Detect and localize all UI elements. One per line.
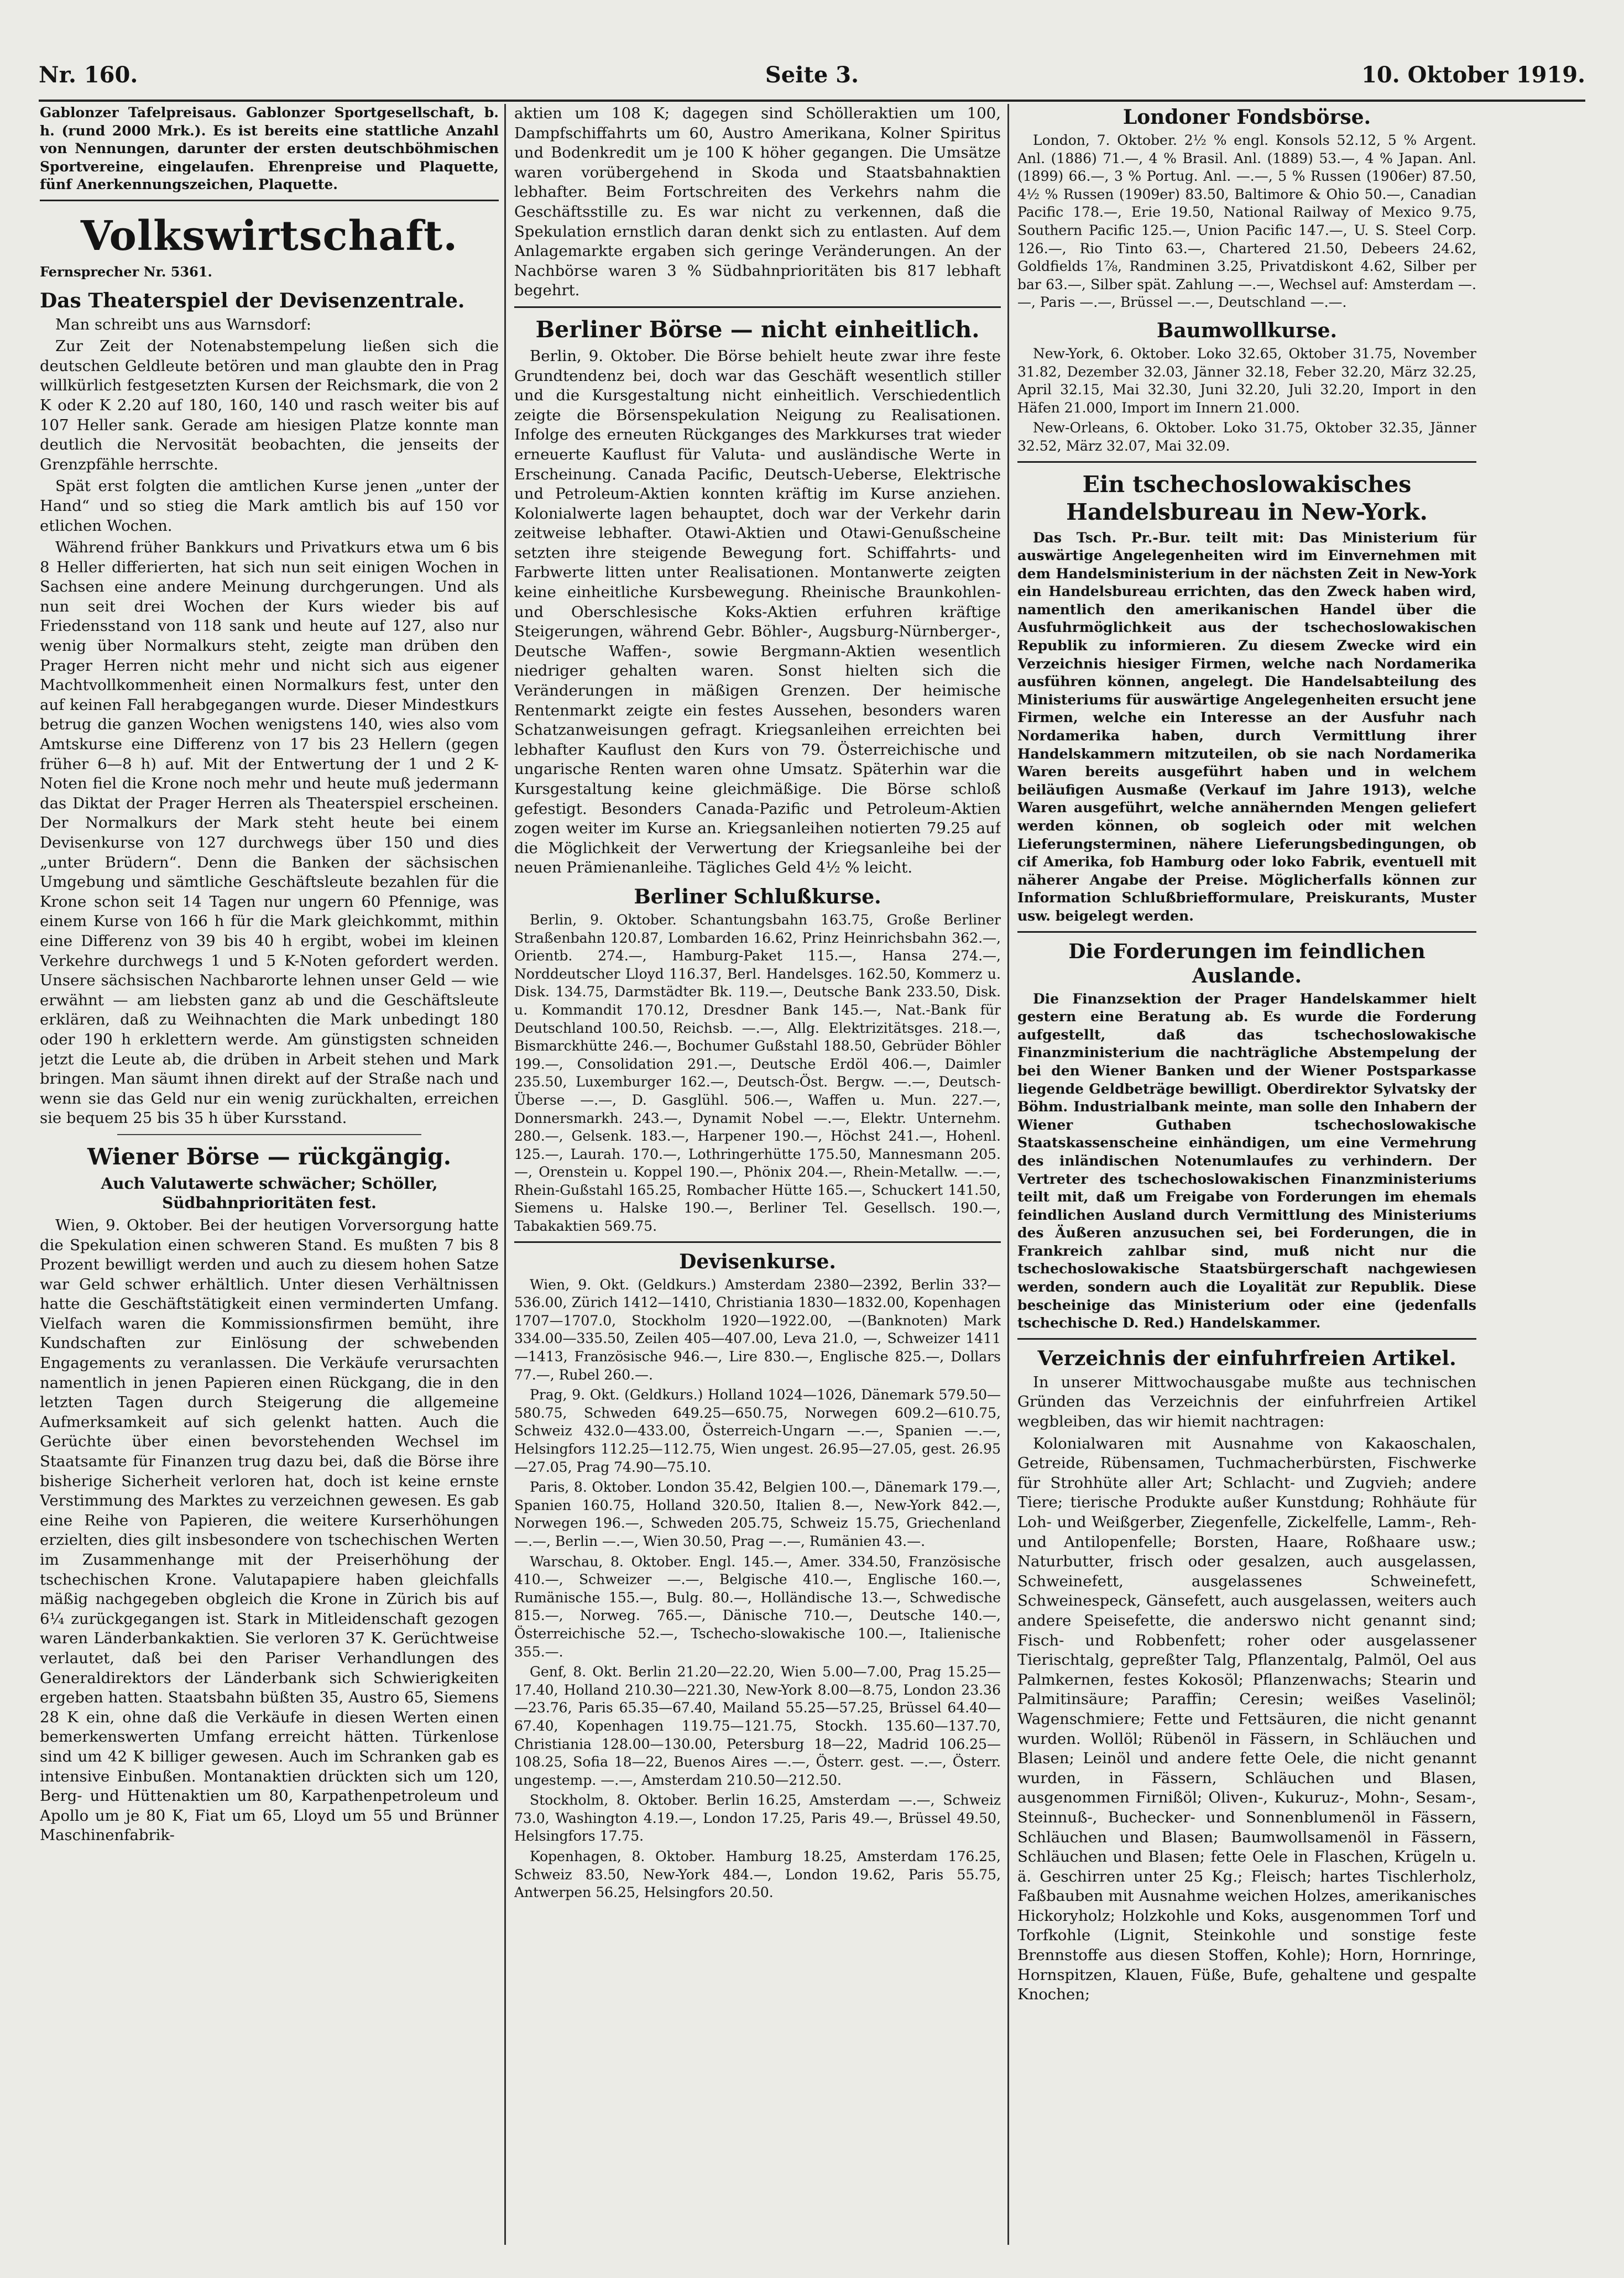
exchange-rates: Kopenhagen, 8. Oktober. Hamburg 18.25, Amsterdam 176.25, Schweiz 83.50, New-York 484.—, London 19.62, Paris 55.75, Antwerpen 56.25, Helsingfors 20.50.	[514, 1848, 1001, 1901]
article-title: Berliner Börse — nicht einheitlich.	[535, 316, 980, 343]
exchange-rates: Stockholm, 8. Oktober. Berlin 16.25, Amsterdam —.—, Schweiz 73.0, Washington 4.19.—, London 17.25, Paris 49.—, Brüssel 49.50, Helsingfors 17.75.	[514, 1792, 1001, 1845]
column-2	[514, 104, 1001, 2245]
article-divider	[1017, 1338, 1476, 1340]
column-3	[1017, 104, 1476, 2245]
article-divider	[1017, 931, 1476, 933]
exchange-rates: Warschau, 8. Oktober. Engl. 145.—, Amer. 334.50, Französische 410.—, Schweizer —.—, Belgische 410.—, Englische 160.—, Rumänische 155.—, Bulg. 80.—, Holländische 13.—, Schwedische 815.—, Norweg. 765.—, Dänische 710.—, Deutsche 140.—, Österreichische 52.—, Tschecho-slowakische 100.—, Italienische 355.—.	[514, 1553, 1001, 1660]
article-divider	[514, 1241, 1001, 1243]
header-rule	[39, 100, 1585, 102]
article-divider	[1017, 461, 1476, 463]
exchange-rates: Paris, 8. Oktober. London 35.42, Belgien 100.—, Dänemark 179.—, Spanien 160.75, Holland 320.50, Italien 8.—, New-York 842.—, Norwegen 196.—, Schweden 205.75, Schweiz 15.75, Griechenland —.—, Berlin —.—, Wien 30.50, Prag —.—, Rumänien 43.—.	[514, 1479, 1001, 1549]
section-title: Volkswirtschaft.	[80, 212, 458, 260]
column-divider-2	[1007, 104, 1009, 2245]
article-title: Verzeichnis der einfuhrfreien Artikel.	[1037, 1346, 1456, 1370]
section-phone: Fernsprecher Nr. 5361.	[40, 263, 212, 280]
section-rule	[40, 200, 499, 201]
article-paragraph: Spät erst folgten die amtlichen Kurse jenen „unter der Hand“ und so stieg die Mark amtlich bis auf 150 vor etlichen Wochen.	[40, 477, 499, 535]
cotton-quotes: New-Orleans, 6. Oktober. Loko 31.75, Oktober 32.35, Jänner 32.52, März 32.07, Mai 32.09.	[1017, 420, 1476, 454]
article-divider	[117, 1134, 421, 1135]
article-subtitle: Auch Valutawerte schwächer; Schöller, Südbahnprioritäten fest.	[101, 1174, 438, 1212]
article-paragraph: Das Tsch. Pr.-Bur. teilt mit: Das Ministerium für auswärtige Angelegenheiten wird im Einvernehmen mit dem Handelsministerium in der nächsten Zeit in New-York ein Handelsbureau errichten, das den Zweck haben wird, namentlich den amerikanischen Handel über die Ausfuhrmöglichkeit aus der tschechoslowakischen Republik zu informieren. Zu diesem Zwecke wird ein Verzeichnis hiesiger Firmen, welche nach Nordamerika ausführen können, angelegt. Die Handelsabteilung des Ministeriums für auswärtige Angelegenheiten ersucht jene Firmen, welche ein Interesse an der Ausfuhr nach Nordamerika haben, durch Vermittlung ihrer Handelskammern mitzuteilen, ob sie nach Nordamerika Waren bereits ausgeführt haben und in welchem beiläufigen Ausmaße (Verkauf im Jahre 1913), welche Waren ausgeführt, welche annähernden Mengen geliefert werden können, ob sogleich oder mit welchen Lieferungsterminen, nähere Lieferungsbedingungen, ob cif Amerika, fob Hamburg oder loko Fabrik, eventuell mit näherer Angabe der Preise. Möglicherfalls können zur Information Schlußbriefformulare, Preiskurants, Muster usw. beigelegt werden.	[1017, 529, 1476, 924]
article-paragraph: Wien, 9. Oktober. Bei der heutigen Vorversorgung hatte die Spekulation einen schweren Stand. Es mußten 7 bis 8 Prozent bewilligt werden und auch zu diesem hohen Satze war Geld schwer erhältlich. Unter diesen Verhältnissen hatte die Geschäftstätigkeit einen verminderten Umfang. Vielfach waren die Kommissionsfirmen bemüht, ihre Kundschaften zur Einlösung der schwebenden Engagements zu veranlassen. Die Verkäufe verursachten namentlich in jenen Papieren einen Rückgang, die in den letzten Tagen durch Steigerung die allgemeine Aufmerksamkeit auf sich gelenkt hatten. Auch die Gerüchte über einen bevorstehenden Wechsel im Staatsamte für Finanzen trug dazu bei, daß die Börse ihre bisherige Sicherheit verloren hat, doch ist keine ernste Verstimmung des Marktes zu verzeichnen gewesen. Es gab eine Reihe von Papieren, die weitere Kurserhöhungen erzielten, dies gilt insbesondere von tschechischen Werten im Zusammenhange mit der Preiserhöhung der tschechischen Krone. Valutapapiere haben gleichfalls mäßig nachgegeben obgleich die Krone in Zürich bis auf 6¼ zurückgegangen ist. Stark in Mitleidenschaft gezogen waren Länderbankaktien. Sie verloren 37 K. Gerüchtweise verlautet, daß bei den Pariser Verhandlungen des Generaldirektors der Länderbank sich Schwierigkeiten ergeben hatten. Staatsbahn büßten 35, Austro 65, Siemens 28 K ein, ohne daß die Verkäufe in diesen Werten einen bemerkenswerten Umfang erreicht hätten. Türkenlose sind um 42 K billiger gewesen. Auch im Schranken gab es intensive Einbußen. Montanaktien drückten sich um 120, Berg- und Hüttenaktien um 80, Karpathenpetroleum und Apollo um je 80 K, Fiat um 65, Lloyd um 55 und Brünner Maschinenfabrik-	[40, 1216, 499, 1845]
article-continuation: aktien um 108 K; dagegen sind Schölleraktien um 100, Dampfschiffahrts um 60, Austro Amerikana, Kolner Spiritus und Bodenkredit um je 100 K höher gegangen. Die Umsätze waren vorübergehend in Skoda und Staatsbahnaktien lebhafter. Beim Fortschreiten des Verkehrs nahm die Geschäftsstille zu. Es war nicht zu verkennen, daß die Spekulation ernstlich daran denkt sich zu entlasten. Auf dem Anlagemarkte ergaben sich geringe Veränderungen. An der Nachbörse waren 3 % Südbahnprioritäten bis 817 lebhaft begehrt.	[514, 105, 1001, 300]
article-paragraph: Die Finanzsektion der Prager Handelskammer hielt gestern eine Beratung ab. Es wurde die Forderung aufgestellt, daß das tschechoslowakische Finanzministerium die nachträgliche Abstempelung der bei den Wiener Banken und der Wiener Postsparkasse liegende Geldbeträge bewilligt. Oberdirektor Sylvatsky der Böhm. Industrialbank meinte, man solle den Inhabern der Wiener Guthaben tschechoslowakische Staatskassenscheine einhändigen, um eine Vermehrung des inländischen Notenumlaufes zu verhindern. Der Vertreter des tschechoslowakischen Finanzministeriums teilt mit, daß um Freigabe von Forderungen im ehemals feindlichen Ausland durch Vermittlung des Ministeriums des Äußeren anzusuchen sei, bei Forderungen, die in Frankreich zahlbar sind, muß nicht nur die tschechoslowakische Staatsbürgerschaft nachgewiesen werden, sondern auch die Loyalität zur Republik. Diese bescheinige das Ministerium oder eine (jedenfalls tschechische D. Red.) Handelskammer.	[1017, 990, 1476, 1331]
article-paragraph: Berlin, 9. Oktober. Die Börse behielt heute zwar ihre feste Grundtendenz bei, doch war das Geschäft wesentlich stiller und die Kursgestaltung nicht einheitlich. Verschiedentlich zeigte die Börsenspekulation Neigung zu Realisationen. Infolge des erneuten Rückganges des Markkurses trat wieder erneuerte Kauflust für Valuta- und ausländische Werte in Erscheinung. Canada Pacific, Deutsch-Ueberse, Elektrische und Petroleum-Aktien konnten kräftig im Kurse anziehen. Kolonialwerte lagen behauptet, doch war der Verkehr darin zeitweise lebhafter. Otawi-Aktien und Otawi-Genußscheine setzten ihre steigende Bewegung fort. Schiffahrts- und Farbwerte litten unter Realisationen. Montanwerte zeigten keine einheitliche Kursbewegung. Rheinische Braunkohlen- und Oberschlesische Koks-Aktien erfuhren kräftige Steigerungen, während Gebr. Böhler-, Augsburg-Nürnberger-, Deutsche Waffen-, sowie Bergmann-Aktien wesentlich niedriger gehalten waren. Sonst hielten sich die Veränderungen in mäßigen Grenzen. Der heimische Rentenmarkt zeigte ein festes Aussehen, besonders waren Schatzanweisungen gefragt. Kriegsanleihen erreichten bei lebhafter Kauflust den Kurs von 79. Österreichische und ungarische Renten waren ohne Umsatz. Späterhin war die Kursgestaltung keine gleichmäßige. Die Börse schloß gefestigt. Besonders Canada-Pazific und Petroleum-Aktien zogen weiter im Kurse an. Kriegsanleihen notierten 79.25 auf die Möglichkeit der Verwertung der Kriegsanleihe bei der neuen Prämienanleihe. Tägliches Geld 4½ % leicht.	[514, 347, 1001, 877]
column-1	[40, 104, 499, 2245]
exchange-rates: Wien, 9. Okt. (Geldkurs.) Amsterdam 2380—2392, Berlin 33?—536.00, Zürich 1412—1410, Christiania 1830—1832.00, Kopenhagen 1707—1707.0, Stockholm 1920—1922.00, —(Banknoten) Mark 334.00—335.50, Zeilen 405—407.00, Leva 21.0, —, Schweizer 1411—1413, Französische 946.—, Lire 830.—, Englische 825.—, Dollars 77.—, Rubel 260.—.	[514, 1276, 1001, 1383]
article-paragraph: Zur Zeit der Notenabstempelung ließen sich die deutschen Geldleute betören und man glaubte den in Prag willkürlich festgesetzten Kursen der Reichsmark, die von 2 K oder K 2.20 auf 180, 160, 140 und rasch weiter bis auf 107 Heller sank. Gerade am hiesigen Platze konnte man deutlich die Nervosität beobachten, die jenseits der Grenzpfähle herrschte.	[40, 337, 499, 473]
article-title: Wiener Börse — rückgängig.	[87, 1143, 452, 1170]
article-title: Ein tschechoslowakisches Handelsbureau in New-York.	[1066, 471, 1428, 525]
article-title: Londoner Fondsbörse.	[1122, 106, 1371, 129]
exchange-rates: Genf, 8. Okt. Berlin 21.20—22.20, Wien 5.00—7.00, Prag 15.25—17.40, Holland 210.30—221.30, New-York 8.00—8.75, London 23.36—23.76, Paris 65.35—67.40, Mailand 55.25—57.25, Brüssel 64.40—67.40, Kopenhagen 119.75—121.75, Stockh. 135.60—137.70, Christiania 128.00—130.00, Petersburg 18—22, Madrid 106.25—108.25, Sofia 18—22, Buenos Aires —.—, Österr. gest. —.—, Österr. ungestemp. —.—, Amsterdam 210.50—212.50.	[514, 1664, 1001, 1788]
article-title: Die Forderungen im feindlichen Auslande.	[1068, 939, 1425, 988]
article-title: Devisenkurse.	[679, 1250, 836, 1273]
exchange-rates: Prag, 9. Okt. (Geldkurs.) Holland 1024—1026, Dänemark 579.50—580.75, Schweden 649.25—650.75, Norwegen 609.2—610.75, Schweiz 432.0—433.00, Österreich-Ungarn —.—, Spanien —.—, Helsingfors 112.25—112.75, Wien ungest. 26.95—27.05, gest. 26.95—27.05, Prag 74.90—75.10.	[514, 1387, 1001, 1475]
article-paragraph: Während früher Bankkurs und Privatkurs etwa um 6 bis 8 Heller differierten, hat sich nun seit einigen Wochen in Sachsen eine andere Meinung durchgerungen. Und als nun seit drei Wochen der Kurs wieder bis auf Friedensstand von 118 sank und heute auf 127, also nur wenig über Normalkurs steht, zeigte man drüben den Prager Herren nicht mehr und nicht sich aus eigener Machtvollkommenheit einen Normalkurs fest, unter den auf keinen Fall herabgegangen wurde. Dieser Mindestkurs betrug die ganzen Wochen wenigstens 140, wies also vom Amtskurse eine Differenz von 17 bis 23 Hellern (gegen früher 6—8 h) auf. Mit der Entwertung der 1 und 2 K-Noten fiel die Krone noch mehr und heute muß jedermann das Diktat der Prager Herren als Theaterspiel erscheinen. Der Normalkurs der Mark steht heute bei einem Devisenkurse von 127 durchwegs über 150 und dies „unter Brüdern“. Denn die Banken der sächsischen Umgebung und sämtliche Geschäftsleute bezahlen für die Krone schon seit 14 Tagen nur ungern 60 Pfennige, was einem Kurse von 166 h für die Mark gleichkommt, mithin eine Differenz von 39 bis 40 h ergibt, wobei im kleinen Verkehre durchwegs 1 und 5 K-Noten gefordert werden. Unsere sächsischen Nachbarorte lehnen unser Geld — wie erwähnt — am liebsten ganz ab und die Geschäftsleute erklären, daß zu Weihnachten die Mark unbedingt 180 oder 190 h erklettern werde. Am günstigsten schneiden jetzt die Leute ab, die drüben in Arbeit stehen und Mark bringen. Man säumt ihnen direkt auf der Straße nach und wenn sie das Geld nur ein wenig zurückhalten, erreichen sie bequem 25 bis 35 h über Kursstand.	[40, 539, 499, 1127]
article-title: Das Theaterspiel der Devisenzentrale.	[40, 289, 465, 312]
page-number: Seite 3.	[765, 62, 859, 88]
stock-quotes: London, 7. Oktober. 2½ % engl. Konsols 52.12, 5 % Argent. Anl. (1886) 71.—, 4 % Brasil. Anl. (1889) 53.—, 4 % Japan. Anl. (1899) 66.—, 3 % Portug. Anl. —.—, 5 % Russen (1906er) 87.50, 4½ % Russen (1909er) 83.50, Baltimore & Ohio 50.—, Canadian Pacific 178.—, Erie 19.50, National Railway of Mexico 9.75, Southern Pacific 125.—, Union Pacific 147.—, U. S. Steel Corp. 126.—, Rio Tinto 63.—, Chartered 21.50, Debeers 24.62, Goldfields 1⅞, Randminen 3.25, Privatdiskont 4.62, Silber per bar 63.—, Silber spät. Zahlung —.—, Wechsel auf: Amsterdam —.—, Paris —.—, Brüssel —.—, Deutschland —.—.	[1017, 132, 1476, 311]
article-paragraph: Kolonialwaren mit Ausnahme von Kakaoschalen, Getreide, Rübensamen, Tuchmacherbürsten, Fischwerke für Strohhüte aller Art; Schlacht- und Zugvieh; andere Tiere; tierische Produkte außer Kunstdung; Rohhäute für Loh- und Weißgerber, Ziegenfelle, Zickelfelle, Lamm-, Reh- und Antilopenfelle; Borsten, Haare, Roßhaare usw.; Naturbutter, frisch oder gesalzen, auch ausgelassen, Schweinefett, ausgelassenes Schweinefett, Schweinespeck, Gänsefett, auch ausgelassen, weiters auch andere Speisefette, die anderswo nicht genannt sind; Fisch- und Robbenfett; roher oder ausgelassener Tierischtalg, gepreßter Talg, Pflanzentalg, Palmöl, Oel aus Palmkernen, festes Kokosöl; Pflanzenwachs; Stearin und Palmitinsäure; Paraffin; Ceresin; weißes Vaselinöl; Wagenschmiere; Fette und Fettsäuren, die nicht genannt wurden. Wollöl; Rübenöl in Fässern, in Schläuchen und Blasen; Leinöl und andere fette Oele, die nicht genannt wurden, in Fässern, Schläuchen und Blasen, ausgenommen Firnißöl; Oliven-, Kukuruz-, Mohn-, Sesam-, Steinnuß-, Buchecker- und Sonnenblumenöl in Fässern, Schläuchen und Blasen; Baumwollsamenöl in Fässern, Schläuchen und Blasen; fette Oele in Flaschen, Krügeln u. ä. Geschirren unter 25 Kg.; Fleisch; hartes Tischlerholz, Faßbauben mit Ausnahme weichen Holzes, amerikanisches Hickoryholz; Holzkohle und Koks, ausgenommen Torf und Torfkohle (Lignit, Steinkohle und sonstige feste Brennstoffe aus diesen Stoffen, Kohle); Horn, Hornringe, Hornspitzen, Klauen, Füße, Bufe, gehaltene und gespalte Knochen;	[1017, 1434, 1476, 2004]
article-paragraph: In unserer Mittwochausgabe mußte aus technischen Gründen das Verzeichnis der einfuhrfreien Artikel wegbleiben, das wir hiemit nachtragen:	[1017, 1373, 1476, 1431]
page-header	[39, 55, 1585, 94]
article-intro: Man schreibt uns aus Warnsdorf:	[55, 315, 312, 333]
stock-quotes: Berlin, 9. Oktober. Schantungsbahn 163.75, Große Berliner Straßenbahn 120.87, Lombarden 16.62, Prinz Heinrichsbahn 362.—, Orientb. 274.—, Hamburg-Paket 115.—, Hansa 274.—, Norddeutscher Lloyd 116.37, Berl. Handelsges. 162.50, Kommerz u. Disk. 134.75, Darmstädter Bk. 119.—, Deutsche Bank 233.50, Disk. u. Kommandit 170.12, Dresdner Bank 145.—, Nat.-Bank für Deutschland 100.50, Reichsb. —.—, Allg. Elektrizitätsges. 218.—, Bismarckhütte 246.—, Bochumer Gußstahl 188.50, Gebrüder Böhler 199.—, Consolidation 291.—, Deutsche Erdöl 406.—, Daimler 235.50, Luxemburger 162.—, Deutsch-Öst. Bergw. —.—, Deutsch-Überse —.—, D. Gasglühl. 506.—, Waffen u. Mun. 227.—, Donnersmarkh. 243.—, Dynamit Nobel —.—, Elektr. Unternehm. 280.—, Gelsenk. 183.—, Harpener 190.—, Höchst 241.—, Hohenl. 125.—, Laurah. 170.—, Lothringerhütte 175.50, Mannesmann 205.—, Orenstein u. Koppel 190.—, Phönix 204.—, Rhein-Metallw. —.—, Rhein-Gußstahl 165.25, Rombacher Hütte 165.—, Schuckert 141.50, Siemens u. Halske 190.—, Berliner Tel. Gesellsch. 190.—, Tabakaktien 569.75.	[514, 911, 1001, 1235]
issue-date: 10. Oktober 1919.	[1361, 62, 1585, 88]
cotton-quotes: New-York, 6. Oktober. Loko 32.65, Oktober 31.75, November 31.82, Dezember 32.03, Jänner 32.18, Feber 32.20, März 32.25, April 32.15, Mai 32.30, Juni 32.20, Juli 32.20, Import in den Häfen 21.000, Import im Innern 21.000.	[1017, 345, 1476, 416]
article-title: Baumwollkurse.	[1156, 318, 1338, 342]
article-title: Berliner Schlußkurse.	[634, 885, 881, 908]
sports-notice: Gablonzer Tafelpreisaus. Gablonzer Sportgesellschaft, b. h. (rund 2000 Mrk.). Es ist bereits eine stattliche Anzahl von Nennungen, darunter der ersten deutschböhmischen Sportvereine, eingelaufen. Ehrenpreise und Plaquette, fünf Anerkennungszeichen, Plaquette.	[40, 105, 499, 193]
issue-number: Nr. 160.	[39, 62, 138, 88]
article-divider	[514, 306, 1001, 308]
column-divider-1	[504, 104, 506, 2245]
